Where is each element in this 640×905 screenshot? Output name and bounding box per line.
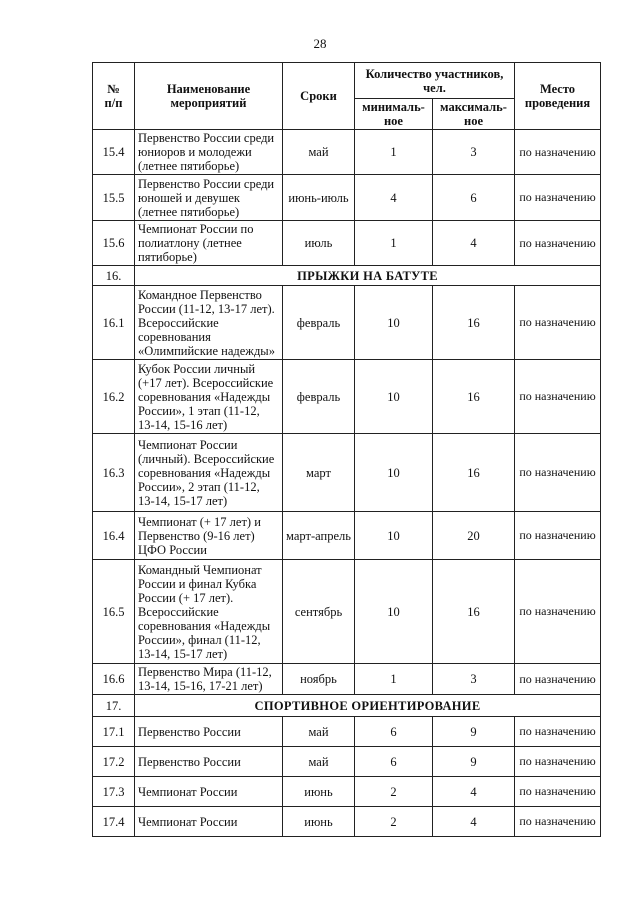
section-title: ПРЫЖКИ НА БАТУТЕ (135, 266, 601, 286)
participants-max: 9 (433, 717, 515, 747)
page-number: 28 (313, 36, 327, 51)
event-name: Первенство Мира (11-12, 13-14, 15-16, 17-21 лет) (135, 664, 283, 695)
participants-min: 10 (355, 512, 433, 560)
participants-max: 6 (433, 175, 515, 221)
header-num: № п/п (93, 63, 135, 130)
participants-min: 4 (355, 175, 433, 221)
event-dates: май (283, 130, 355, 175)
section-row (93, 695, 601, 717)
section-title: СПОРТИВНОЕ ОРИЕНТИРОВАНИЕ (135, 695, 601, 717)
events-table (92, 62, 601, 837)
table-row (93, 130, 601, 175)
event-dates: март (283, 434, 355, 512)
header-min: минималь-ное (355, 99, 433, 130)
participants-max: 16 (433, 434, 515, 512)
participants-min: 1 (355, 221, 433, 266)
event-dates: март-апрель (283, 512, 355, 560)
event-place: по назначению (515, 664, 601, 695)
table-row (93, 286, 601, 360)
table-row (93, 560, 601, 664)
event-dates: июнь (283, 777, 355, 807)
event-name: Первенство России среди юниоров и молодежи (летнее пятиборье) (135, 130, 283, 175)
table-row (93, 175, 601, 221)
event-place: по назначению (515, 434, 601, 512)
participants-max: 9 (433, 747, 515, 777)
participants-min: 10 (355, 360, 433, 434)
event-name: Чемпионат России (личный). Всероссийские соревнования «Надежды России», 2 этап (11-12, 13-14, 15-17 лет) (135, 434, 283, 512)
event-dates: ноябрь (283, 664, 355, 695)
event-place: по назначению (515, 807, 601, 837)
participants-min: 2 (355, 807, 433, 837)
row-number: 16.6 (93, 664, 135, 695)
participants-max: 4 (433, 221, 515, 266)
table-row (93, 777, 601, 807)
event-name: Чемпионат России (135, 807, 283, 837)
participants-min: 2 (355, 777, 433, 807)
event-name: Чемпионат России по полиатлону (летнее пятиборье) (135, 221, 283, 266)
row-number: 17.2 (93, 747, 135, 777)
event-name: Чемпионат (+ 17 лет) и Первенство (9-16 лет) ЦФО России (135, 512, 283, 560)
row-number: 16.4 (93, 512, 135, 560)
row-number: 17.1 (93, 717, 135, 747)
event-dates: июнь (283, 807, 355, 837)
participants-max: 3 (433, 664, 515, 695)
section-row (93, 266, 601, 286)
event-place: по назначению (515, 221, 601, 266)
event-name: Командное Первенство России (11-12, 13-17 лет). Всероссийские соревнования «Олимпийские надежды» (135, 286, 283, 360)
header-dates: Сроки (283, 63, 355, 130)
event-place: по назначению (515, 130, 601, 175)
row-number: 16.5 (93, 560, 135, 664)
event-place: по назначению (515, 360, 601, 434)
row-number: 16.3 (93, 434, 135, 512)
table-body (93, 130, 601, 837)
participants-max: 4 (433, 777, 515, 807)
participants-min: 10 (355, 286, 433, 360)
event-name: Кубок России личный (+17 лет). Всероссийские соревнования «Надежды России», 1 этап (11-12, 13-14, 15-16 лет) (135, 360, 283, 434)
event-place: по назначению (515, 717, 601, 747)
participants-max: 16 (433, 286, 515, 360)
event-name: Первенство России (135, 717, 283, 747)
header-name: Наименование мероприятий (135, 63, 283, 130)
event-name: Первенство России (135, 747, 283, 777)
event-place: по назначению (515, 512, 601, 560)
participants-max: 16 (433, 360, 515, 434)
event-dates: февраль (283, 286, 355, 360)
row-number: 15.6 (93, 221, 135, 266)
section-number: 17. (93, 695, 135, 717)
table-row (93, 512, 601, 560)
row-number: 15.4 (93, 130, 135, 175)
row-number: 16.1 (93, 286, 135, 360)
header-participants: Количество участников, чел. (355, 63, 515, 99)
table-row (93, 807, 601, 837)
event-dates: сентябрь (283, 560, 355, 664)
header-row (93, 63, 601, 99)
table-row (93, 360, 601, 434)
event-name: Чемпионат России (135, 777, 283, 807)
row-number: 17.4 (93, 807, 135, 837)
participants-max: 20 (433, 512, 515, 560)
row-number: 17.3 (93, 777, 135, 807)
participants-max: 16 (433, 560, 515, 664)
event-dates: июль (283, 221, 355, 266)
event-name: Командный Чемпионат России и финал Кубка России (+ 17 лет). Всероссийские соревнования «Надежды России», финал (11-12, 13-14, 15-17 лет) (135, 560, 283, 664)
event-dates: май (283, 717, 355, 747)
table-row (93, 221, 601, 266)
participants-max: 3 (433, 130, 515, 175)
participants-max: 4 (433, 807, 515, 837)
event-dates: февраль (283, 360, 355, 434)
event-place: по назначению (515, 286, 601, 360)
event-place: по назначению (515, 747, 601, 777)
participants-min: 6 (355, 747, 433, 777)
event-place: по назначению (515, 560, 601, 664)
participants-min: 1 (355, 130, 433, 175)
table-row (93, 717, 601, 747)
table-row (93, 434, 601, 512)
participants-min: 10 (355, 560, 433, 664)
row-number: 16.2 (93, 360, 135, 434)
event-name: Первенство России среди юношей и девушек (летнее пятиборье) (135, 175, 283, 221)
table-row (93, 747, 601, 777)
event-dates: июнь-июль (283, 175, 355, 221)
event-place: по назначению (515, 777, 601, 807)
event-dates: май (283, 747, 355, 777)
participants-min: 1 (355, 664, 433, 695)
participants-min: 10 (355, 434, 433, 512)
participants-min: 6 (355, 717, 433, 747)
table-row (93, 664, 601, 695)
event-place: по назначению (515, 175, 601, 221)
row-number: 15.5 (93, 175, 135, 221)
header-max: максималь-ное (433, 99, 515, 130)
header-place: Место проведения (515, 63, 601, 130)
section-number: 16. (93, 266, 135, 286)
